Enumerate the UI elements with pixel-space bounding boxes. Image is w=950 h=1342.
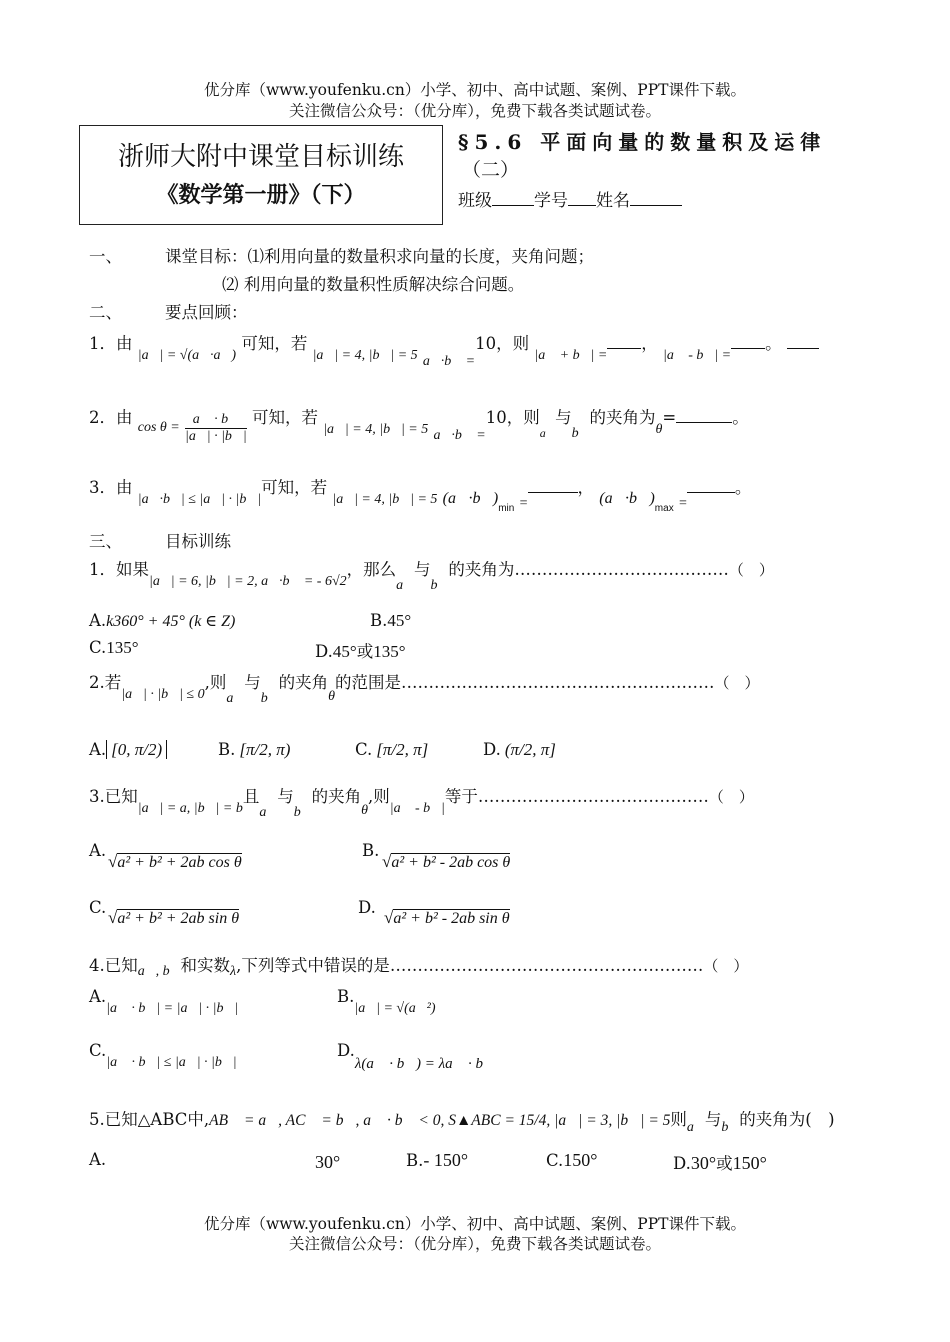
max-formula: (a⃗·b⃗) <box>599 490 655 507</box>
part2-num: 二、 <box>89 303 122 322</box>
option-letter: C. <box>89 1041 107 1060</box>
min-subscript: min <box>498 503 515 514</box>
exercise-1-option-c[interactable] <box>89 638 139 658</box>
answer-blank[interactable] <box>787 334 819 349</box>
formula-given: |a⃗| = a, |b⃗| = b <box>137 801 243 816</box>
formula-given: |a⃗| = 6, |b⃗| = 2, a⃗·b⃗ = - 6√2 <box>149 574 347 589</box>
q-text: 的夹角为 <box>589 408 656 427</box>
q-text: 10，则 <box>485 408 540 427</box>
title-box <box>79 125 443 225</box>
vector-b: b⃗ <box>293 805 312 820</box>
formula-dot: a⃗·b⃗ = <box>433 428 486 443</box>
name-label: 姓名 <box>596 191 630 211</box>
exercise-1-option-a[interactable] <box>89 611 235 631</box>
max-subscript: max <box>654 503 674 514</box>
fraction-numerator: a⃗ · b⃗ <box>185 412 247 429</box>
q-text: 且 <box>242 787 260 806</box>
theta-symbol: θ <box>328 689 336 704</box>
q-text: 10，则 <box>475 334 530 353</box>
q-text: ,则 <box>204 673 227 692</box>
vectors-ab: a⃗, b⃗ <box>137 964 181 979</box>
answer-paren[interactable]: （ ） <box>708 788 754 806</box>
exercise-4-option-b[interactable] <box>337 987 436 1016</box>
answer-blank[interactable] <box>528 478 578 493</box>
cos-fraction <box>185 412 247 445</box>
option-letter: D. <box>483 740 501 759</box>
dots: ………………………………………………… <box>389 956 704 975</box>
exercise-2-option-a[interactable] <box>89 740 167 760</box>
dots: ………………………………………………… <box>401 673 715 692</box>
option-letter: C. <box>89 898 107 917</box>
answer-paren[interactable]: （ ） <box>714 674 760 692</box>
q-text: 则 <box>670 1110 687 1129</box>
formula-given: |a⃗| = 4, |b⃗| = 5 <box>312 348 418 363</box>
option-value: |a⃗ · b⃗| = |a⃗| · |b⃗| <box>106 1001 239 1016</box>
formula-given: |a⃗| = 4, |b⃗| = 5 <box>332 492 438 507</box>
option-letter: B. <box>337 987 355 1006</box>
option-value: 150° <box>732 1153 767 1173</box>
q-end: 。 <box>765 334 782 353</box>
option-value: λ(a⃗ · b⃗) = λa⃗ · b⃗ <box>354 1056 495 1072</box>
q-text: 和实数 <box>180 956 231 975</box>
formula-given: AB⃗ = a⃗, AC⃗ = b⃗, a⃗ · b⃗ < 0, S▲ABC = 15/4, |a⃗| = 3, |b⃗| = 5 <box>209 1112 671 1129</box>
header-line-1: 优分库（www.youfenku.cn）小学、初中、高中试题、案例、PPT课件下载。 <box>203 81 747 99</box>
exercise-5-option-a-value <box>315 1152 340 1173</box>
vector-a: a⃗ <box>539 426 556 440</box>
part3-num: 三、 <box>89 532 122 551</box>
inequality-formula: |a⃗·b⃗| ≤ |a⃗| · |b⃗| <box>137 492 262 507</box>
option-letter: B. <box>362 841 380 860</box>
exercise-3-option-b[interactable] <box>362 841 379 860</box>
option-value: a² + b² + 2ab sin θ <box>117 910 240 927</box>
formula-given: |a⃗| · |b⃗| ≤ 0 <box>121 687 205 702</box>
student-info <box>458 186 682 211</box>
theta-symbol: θ <box>655 422 663 437</box>
id-label: 学号 <box>534 191 568 211</box>
q-text: 与 <box>277 787 294 806</box>
q-text: 与 <box>704 1110 722 1129</box>
option-value: 30° <box>690 1153 717 1173</box>
q-text: = <box>678 496 687 511</box>
option-letter: D. <box>358 898 376 917</box>
exercise-3-option-d[interactable] <box>358 898 376 917</box>
answer-blank[interactable] <box>687 478 735 493</box>
answer-paren[interactable]: （ ） <box>728 561 774 579</box>
q-number: 3.已知 <box>89 787 138 806</box>
exercise-1-option-d[interactable] <box>315 638 406 662</box>
q-text: ,则 <box>368 787 390 806</box>
part1-num: 一、 <box>89 247 122 266</box>
class-field[interactable] <box>492 191 534 206</box>
option-value: |a⃗ · b⃗| ≤ |a⃗| · |b⃗| <box>106 1055 237 1070</box>
option-value: 135° <box>106 638 139 657</box>
option-value: - 150° <box>423 1150 469 1170</box>
part1-goals <box>165 243 594 267</box>
option-letter: C. <box>355 740 373 759</box>
goal-1: ⑴利用向量的数量积求向量的长度，夹角问题； <box>247 247 594 266</box>
option-value: 150° <box>563 1150 598 1170</box>
footer-line-2: 关注微信公众号：（优分库），免费下载各类试题试卷。 <box>288 1235 661 1253</box>
q-text: 的夹角为 <box>448 560 515 579</box>
formula-given: |a⃗| = 4, |b⃗| = 5 <box>323 422 429 437</box>
answer-blank[interactable] <box>676 408 732 423</box>
option-value: [π/2, π) <box>239 740 291 759</box>
name-field[interactable] <box>630 191 682 206</box>
option-value: 45° <box>387 611 412 630</box>
q-number: 2．由 <box>89 408 133 427</box>
option-letter: B. <box>218 740 236 759</box>
part3-label: 目标训练 <box>165 532 231 551</box>
exercise-5-option-d[interactable] <box>673 1150 767 1174</box>
q-end: 。 <box>732 408 749 427</box>
fraction-denominator: |a⃗| · |b⃗| <box>185 429 247 444</box>
formula-dot: a⃗·b⃗ = <box>422 354 476 369</box>
option-letter: B. <box>406 1151 424 1170</box>
q-text: = <box>662 408 677 427</box>
vector-b: b⃗ <box>260 691 279 706</box>
q-text: 的夹角 <box>278 673 329 692</box>
option-value: (π/2, π] <box>504 740 556 759</box>
goal-2: ⑵ 利用向量的数量积性质解决综合问题。 <box>222 275 525 294</box>
book-title: 《数学第一册》（下） <box>156 183 366 208</box>
q-text: 与 <box>414 560 431 579</box>
exercise-5-option-a[interactable] <box>89 1150 106 1169</box>
exercise-2-option-c[interactable] <box>355 740 432 760</box>
footer-line-1: 优分库（www.youfenku.cn）小学、初中、高中试题、案例、PPT课件下载。 <box>203 1215 747 1233</box>
option-value: a² + b² - 2ab cos θ <box>391 854 511 871</box>
q-number: 1．由 <box>89 334 133 353</box>
exercise-3-option-a[interactable] <box>89 841 106 860</box>
option-letter: D. <box>315 642 333 661</box>
exercise-3-option-d-value: √a² + b² - 2ab sin θ <box>384 908 510 927</box>
exercise-5-option-b[interactable] <box>406 1150 468 1171</box>
q-number: 5.已知△ABC中, <box>89 1110 210 1129</box>
q-number: 3．由 <box>89 478 133 497</box>
vector-b: b⃗ <box>571 426 590 441</box>
answer-blank[interactable] <box>731 334 765 349</box>
theta-symbol: θ <box>361 803 368 818</box>
exercise-3 <box>89 783 754 820</box>
exercise-5 <box>89 1106 835 1135</box>
exercise-4 <box>89 952 749 979</box>
option-value: 30° <box>315 1152 341 1172</box>
formula-sum: |a⃗ + b⃗| = <box>534 348 608 363</box>
option-letter: C. <box>546 1151 564 1170</box>
option-letter: A. <box>89 611 107 630</box>
option-letter: C. <box>89 638 107 657</box>
vector-b: b⃗ <box>721 1120 740 1135</box>
part2-label: 要点回顾： <box>165 303 248 322</box>
q-text: 与 <box>555 408 572 427</box>
exercise-3-option-c[interactable] <box>89 898 106 917</box>
q-text: 可知，若 <box>261 478 328 497</box>
q-number: 2.若 <box>89 673 122 692</box>
exercise-3-option-b-value: √a² + b² - 2ab cos θ <box>382 852 511 871</box>
q-text: 与 <box>244 673 261 692</box>
exercise-2-option-d[interactable] <box>483 740 560 760</box>
option-value: a² + b² + 2ab cos θ <box>117 854 242 871</box>
q-text: 或 <box>716 1154 733 1173</box>
option-letter: A. <box>89 987 107 1006</box>
vector-a: a⃗ <box>226 691 245 706</box>
option-value: 135° <box>373 642 406 661</box>
option-letter: A. <box>89 841 107 860</box>
option-letter: A. <box>89 1150 107 1169</box>
q-number: 4.已知 <box>89 956 138 975</box>
section-title: §5.6 平面向量的数量积及运律 <box>458 130 827 154</box>
exercise-5-option-c[interactable] <box>546 1150 598 1171</box>
q-text: 的夹角 <box>311 787 362 806</box>
option-letter: A. <box>89 740 107 759</box>
q-text: ，那么 <box>346 560 397 579</box>
option-letter: D. <box>673 1154 691 1173</box>
q-text: 或 <box>356 642 374 661</box>
exercise-1-option-b[interactable] <box>370 611 411 631</box>
option-value: |a⃗| = √(a⃗²) <box>354 1001 436 1016</box>
formula-diff: |a⃗ - b⃗| <box>389 801 445 816</box>
q-text: 的范围是 <box>335 673 402 692</box>
option-value: k360° + 45° (k ∈ Z) <box>106 613 236 630</box>
q-text: 等于 <box>444 787 478 806</box>
q-text: 可知，若 <box>251 408 318 427</box>
option-value: [0, π/2) <box>106 740 167 759</box>
vector-a: a⃗ <box>686 1120 705 1135</box>
review-q3: 3．由 $_{|a⃗\cdot b⃗| \le |a⃗| \cdot |b⃗|}$可知，若 $_{|a⃗| = 4, |b⃗| = 5}$ $(a⃗\cdot b⃗)_{min}$ $_=$， $(a⃗\cdot b⃗)_{max}$ $_=$。 <box>89 478 752 514</box>
option-value: a² + b² - 2ab sin θ <box>393 910 510 927</box>
q-number: 1．如果 <box>89 560 149 579</box>
header-line-2: 关注微信公众号：（优分库），免费下载各类试题试卷。 <box>288 102 661 120</box>
exercise-4-option-d[interactable] <box>337 1041 495 1072</box>
cos-formula: cos θ = <box>137 420 180 435</box>
q-text: = <box>519 496 528 511</box>
exercise-2-option-b[interactable] <box>218 740 294 760</box>
option-value: 45° <box>332 642 357 661</box>
option-value: [π/2, π] <box>376 740 429 759</box>
q-text: ,下列等式中错误的是 <box>236 956 390 975</box>
min-formula: (a⃗·b⃗) <box>442 490 499 507</box>
formula-diff: |a⃗ - b⃗| = <box>663 348 732 363</box>
formula-norm: |a⃗| = √(a⃗·a⃗) <box>137 348 237 363</box>
vector-a: a⃗ <box>396 578 415 593</box>
lambda-symbol: λ <box>230 964 237 979</box>
answer-paren[interactable]: （ ） <box>703 957 749 975</box>
id-field[interactable] <box>568 191 596 206</box>
vector-a: a⃗ <box>259 805 278 820</box>
section-subtitle: （二） <box>462 159 520 181</box>
class-label: 班级 <box>458 191 492 211</box>
q-text: 的夹角为( ) <box>739 1110 835 1129</box>
dots: ………………………………… <box>514 560 729 579</box>
review-q1: 1．由 $_{|a⃗| = √(a⃗\cdot a⃗)}$ 可知，若 $_{|a⃗| = 4, |b⃗| = 5}$ $_{a⃗\cdot b⃗ =}$10，则 $_{|a⃗ + b⃗| =}$， $_{|a⃗ - b⃗| =}$。 <box>89 330 819 354</box>
dots: …………………………………… <box>477 787 709 806</box>
q-end: 。 <box>734 478 752 497</box>
option-letter: B. <box>370 611 388 630</box>
exercise-3-option-a-value: √a² + b² + 2ab cos θ <box>108 852 242 871</box>
vector-b: b⃗ <box>430 578 449 593</box>
school-title: 浙师大附中课堂目标训练 <box>117 142 404 172</box>
part1-label: 课堂目标： <box>165 247 248 266</box>
answer-blank[interactable] <box>607 334 641 349</box>
q-text: 可知，若 <box>241 334 308 353</box>
option-letter: D. <box>337 1041 355 1060</box>
exercise-3-option-c-value: √a² + b² + 2ab sin θ <box>108 908 240 927</box>
